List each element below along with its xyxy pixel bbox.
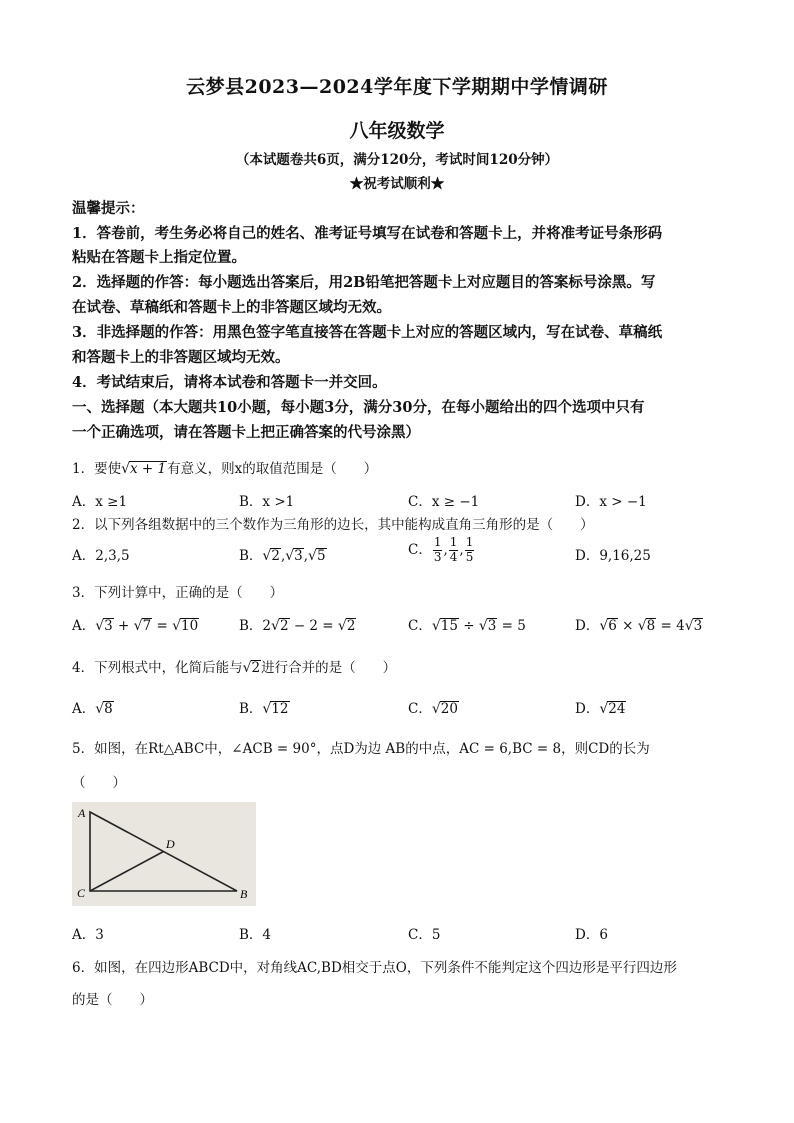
q5-option-b[interactable]: B．4 <box>239 927 272 943</box>
notice-heading: 温馨提示： <box>72 200 145 217</box>
q3-option-b[interactable]: B．2√2 − 2 = √2 <box>239 618 356 634</box>
label-a: A <box>78 806 86 820</box>
q4-option-b[interactable]: B．√12 <box>239 701 289 717</box>
exam-info: （本试题卷共6页，满分120分，考试时间120分钟） <box>235 152 559 168</box>
q2-option-b[interactable]: B．√2,√3,√5 <box>239 548 326 564</box>
notice-item-3a: 3．非选择题的作答：用黑色签字笔直接答在答题卡上对应的答题区域内，写在试卷、草稿纸 <box>72 324 663 341</box>
q1-option-a[interactable]: A．x ≥1 <box>72 494 128 510</box>
q5-option-c[interactable]: C．5 <box>408 927 441 943</box>
triangle-figure <box>72 802 256 906</box>
sqrt-radical: √x + 1 <box>121 461 167 477</box>
exam-blessing: ★祝考试顺利★ <box>349 176 445 192</box>
q2-option-c[interactable]: C． $\frac{1}{3}$ , $\frac{1}{4}$ , $\frac{1}{5}$ <box>408 535 474 564</box>
q1-option-b[interactable]: B．x >1 <box>239 494 295 510</box>
label-c: C <box>77 886 86 900</box>
q4-option-c[interactable]: C．√20 <box>408 701 458 717</box>
notice-item-1a: 1．答卷前，考生务必将自己的姓名、准考证号填写在试卷和答题卡上，并将准考证号条形码 <box>72 225 663 242</box>
notice-item-1b: 粘贴在答题卡上指定位置。 <box>72 249 246 266</box>
label-d: D <box>166 837 175 851</box>
notice-item-2a: 2．选择题的作答：每小题选出答案后，用2B铅笔把答题卡上对应题目的答案标号涂黑。写 <box>72 274 656 291</box>
exam-title: 云梦县2023—2024学年度下学期期中学情调研 <box>186 76 608 98</box>
q4-option-a[interactable]: A．√8 <box>72 701 113 717</box>
notice-item-2b: 在试卷、草稿纸和答题卡上的非答题区域均无效。 <box>72 299 391 316</box>
q5-option-a[interactable]: A．3 <box>72 927 104 943</box>
q3-option-d[interactable]: D．√6 × √8 = 4√3 <box>575 618 703 634</box>
q2-option-d[interactable]: D．9,16,25 <box>575 548 651 564</box>
q4-stem: 4．下列根式中，化简后能与√2进行合并的是（ ） <box>72 660 397 676</box>
q5-option-d[interactable]: D．6 <box>575 927 608 943</box>
q3-stem: 3．下列计算中，正确的是（ ） <box>72 585 284 601</box>
q4-option-d[interactable]: D．√24 <box>575 701 626 717</box>
section1-heading-a: 一、选择题（本大题共10小题，每小题3分，满分30分，在每小题给出的四个选项中只有 <box>72 399 645 416</box>
section1-heading-b: 一个正确选项，请在答题卡上把正确答案的代号涂黑） <box>72 424 420 441</box>
q3-option-c[interactable]: C．√15 ÷ √3 = 5 <box>408 618 526 634</box>
notice-item-4: 4．考试结束后，请将本试卷和答题卡一并交回。 <box>72 374 387 391</box>
q6-stem-a: 6．如图，在四边形ABCD中，对角线AC,BD相交于点O，下列条件不能判定这个四边形是平行四边形 <box>72 960 677 976</box>
q1-option-c[interactable]: C．x ≥ −1 <box>408 494 480 510</box>
q2-stem: 2．以下列各组数据中的三个数作为三角形的边长，其中能构成直角三角形的是（ ） <box>72 517 594 533</box>
q6-stem-b: 的是（ ） <box>72 992 153 1008</box>
q2-option-a[interactable]: A．2,3,5 <box>72 548 130 564</box>
notice-item-3b: 和答题卡上的非答题区域均无效。 <box>72 349 290 366</box>
exam-subtitle: 八年级数学 <box>349 120 445 142</box>
q5-stem-a: 5．如图，在Rt△ABC中，∠ACB = 90°，点D为边 AB的中点，AC = 6,BC = 8，则CD的长为 <box>72 741 650 757</box>
q1-stem: 1．要使√x + 1有意义，则x的取值范围是（ ） <box>72 461 378 477</box>
label-b: B <box>240 887 248 901</box>
q1-option-d[interactable]: D．x > −1 <box>575 494 647 510</box>
q5-stem-b: （ ） <box>72 775 126 791</box>
q3-option-a[interactable]: A．√3 + √7 = √10 <box>72 618 199 634</box>
